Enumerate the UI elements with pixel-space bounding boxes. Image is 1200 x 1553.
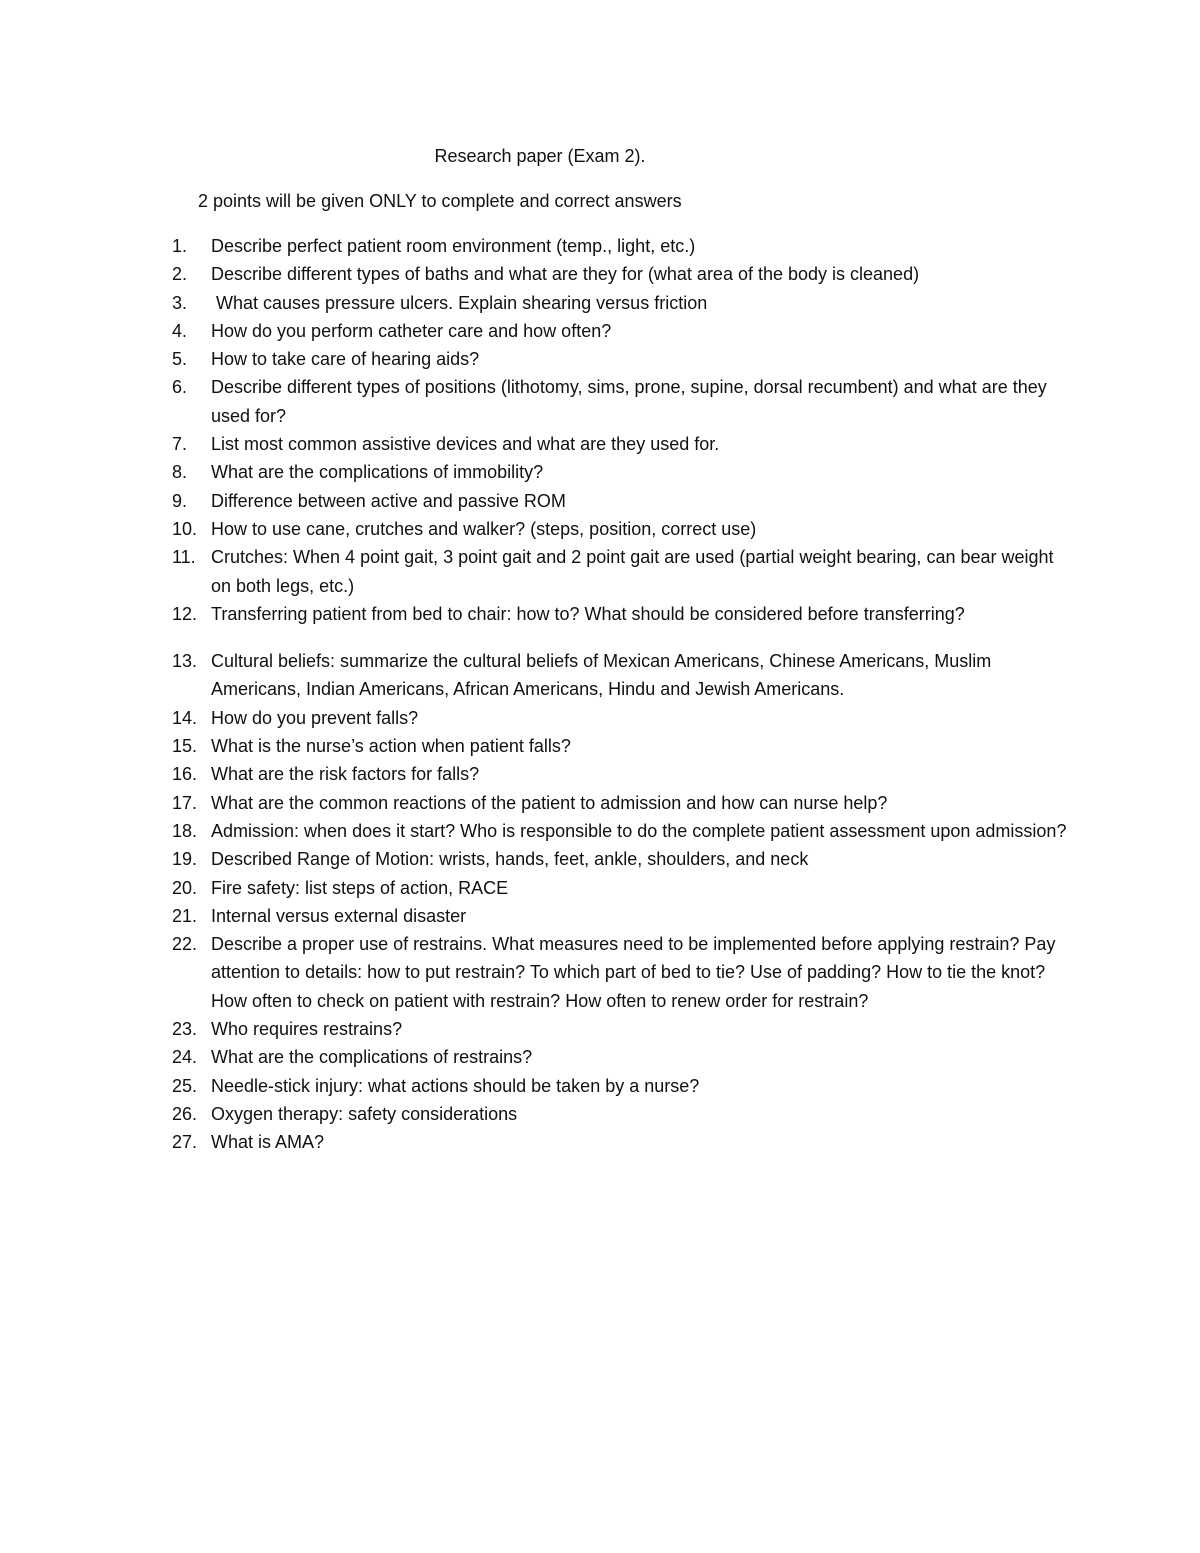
question-number: 12. xyxy=(172,603,198,624)
question-text: Who requires restrains? xyxy=(211,1019,403,1040)
question-item xyxy=(172,458,1072,486)
question-number: 25. xyxy=(172,1075,198,1096)
question-text: Difference between active and passive ROM xyxy=(211,490,566,511)
question-item xyxy=(172,732,1072,760)
question-number: 18. xyxy=(172,820,198,841)
question-number: 14. xyxy=(172,707,198,728)
question-item xyxy=(172,515,1072,543)
question-text: Describe different types of positions (lithotomy, sims, prone, supine, dorsal recumbent) and what are they used for? xyxy=(211,377,1047,426)
question-text: What are the complications of immobility? xyxy=(211,462,544,483)
question-text: Internal versus external disaster xyxy=(211,905,467,926)
question-number: 19. xyxy=(172,849,198,870)
question-text: Fire safety: list steps of action, RACE xyxy=(211,877,509,898)
question-number: 4. xyxy=(172,320,188,341)
question-number: 20. xyxy=(172,877,198,898)
question-item xyxy=(172,789,1072,817)
question-item xyxy=(172,647,1072,704)
question-number: 5. xyxy=(172,349,188,370)
question-item xyxy=(172,845,1072,873)
question-number: 2. xyxy=(172,264,188,285)
question-item xyxy=(172,874,1072,902)
document-subtitle: 2 points will be given ONLY to complete and correct answers xyxy=(198,191,682,211)
question-text: Needle-stick injury: what actions should be taken by a nurse? xyxy=(211,1075,700,1096)
question-text: Describe different types of baths and what are they for (what area of the body is cleaned) xyxy=(211,264,920,285)
question-text: Describe perfect patient room environment (temp., light, etc.) xyxy=(211,236,696,256)
question-number: 13. xyxy=(172,651,198,672)
question-number: 8. xyxy=(172,462,188,483)
question-number: 3. xyxy=(172,292,188,313)
question-text: What is AMA? xyxy=(211,1132,325,1153)
question-item xyxy=(172,817,1072,845)
question-item xyxy=(172,430,1072,458)
question-item xyxy=(172,289,1072,317)
question-text: Cultural beliefs: summarize the cultural beliefs of Mexican Americans, Chinese Americans, Muslim Americans, Indian Americans, African Americans, Hindu and Jewish Americans. xyxy=(211,651,992,700)
question-item xyxy=(172,704,1072,732)
question-item xyxy=(172,1043,1072,1071)
question-item xyxy=(172,760,1072,788)
question-text: What are the risk factors for falls? xyxy=(211,764,480,785)
question-text: How to take care of hearing aids? xyxy=(211,349,480,370)
question-text: List most common assistive devices and what are they used for. xyxy=(211,434,720,455)
question-number: 23. xyxy=(172,1019,198,1040)
question-number: 10. xyxy=(172,518,198,539)
question-text: Describe a proper use of restrains. What measures need to be implemented before applying restrain? Pay attention to details: how to put restrain? To which part of bed to tie? Use of padding? How to tie the knot? How often to check on patient with restrain? How often to renew order for restrain? xyxy=(211,934,1056,1011)
question-text: Oxygen therapy: safety considerations xyxy=(211,1103,518,1124)
question-text: How do you perform catheter care and how often? xyxy=(211,320,612,341)
question-item xyxy=(172,317,1072,345)
question-item xyxy=(172,260,1072,288)
question-number: 17. xyxy=(172,792,198,813)
question-number: 22. xyxy=(172,934,198,955)
question-number: 16. xyxy=(172,764,198,785)
question-text: Admission: when does it start? Who is responsible to do the complete patient assessment upon admission? xyxy=(211,820,1067,841)
question-item xyxy=(172,487,1072,515)
question-text: What causes pressure ulcers. Explain shearing versus friction xyxy=(211,292,708,313)
question-text: Transferring patient from bed to chair: how to? What should be considered before transferring? xyxy=(211,603,965,624)
question-item xyxy=(172,543,1072,600)
question-text: What is the nurse’s action when patient falls? xyxy=(211,736,571,757)
question-item xyxy=(172,902,1072,930)
question-number: 11. xyxy=(172,547,196,568)
question-number: 6. xyxy=(172,377,188,398)
question-item xyxy=(172,345,1072,373)
question-text: What are the complications of restrains? xyxy=(211,1047,533,1068)
question-item xyxy=(172,1072,1072,1100)
question-item xyxy=(172,232,1072,260)
question-number: 27. xyxy=(172,1132,198,1153)
question-number: 24. xyxy=(172,1047,198,1068)
question-item xyxy=(172,1128,1072,1156)
question-number: 21. xyxy=(172,905,198,926)
question-text: Crutches: When 4 point gait, 3 point gait and 2 point gait are used (partial weight bearing, can bear weight on both legs, etc.) xyxy=(211,547,1054,596)
question-list xyxy=(172,232,1072,1157)
question-item xyxy=(172,373,1072,430)
document-title: Research paper (Exam 2). xyxy=(434,146,646,166)
question-item xyxy=(172,1015,1072,1043)
question-item xyxy=(172,930,1072,1015)
question-text: How do you prevent falls? xyxy=(211,707,419,728)
question-number: 15. xyxy=(172,736,198,757)
question-number: 26. xyxy=(172,1103,198,1124)
question-number: 1. xyxy=(172,236,188,256)
question-text: Described Range of Motion: wrists, hands, feet, ankle, shoulders, and neck xyxy=(211,849,809,870)
question-number: 9. xyxy=(172,490,188,511)
question-number: 7. xyxy=(172,434,188,455)
question-text: What are the common reactions of the patient to admission and how can nurse help? xyxy=(211,792,888,813)
question-item xyxy=(172,1100,1072,1128)
question-item xyxy=(172,600,1072,628)
question-text: How to use cane, crutches and walker? (steps, position, correct use) xyxy=(211,518,757,539)
